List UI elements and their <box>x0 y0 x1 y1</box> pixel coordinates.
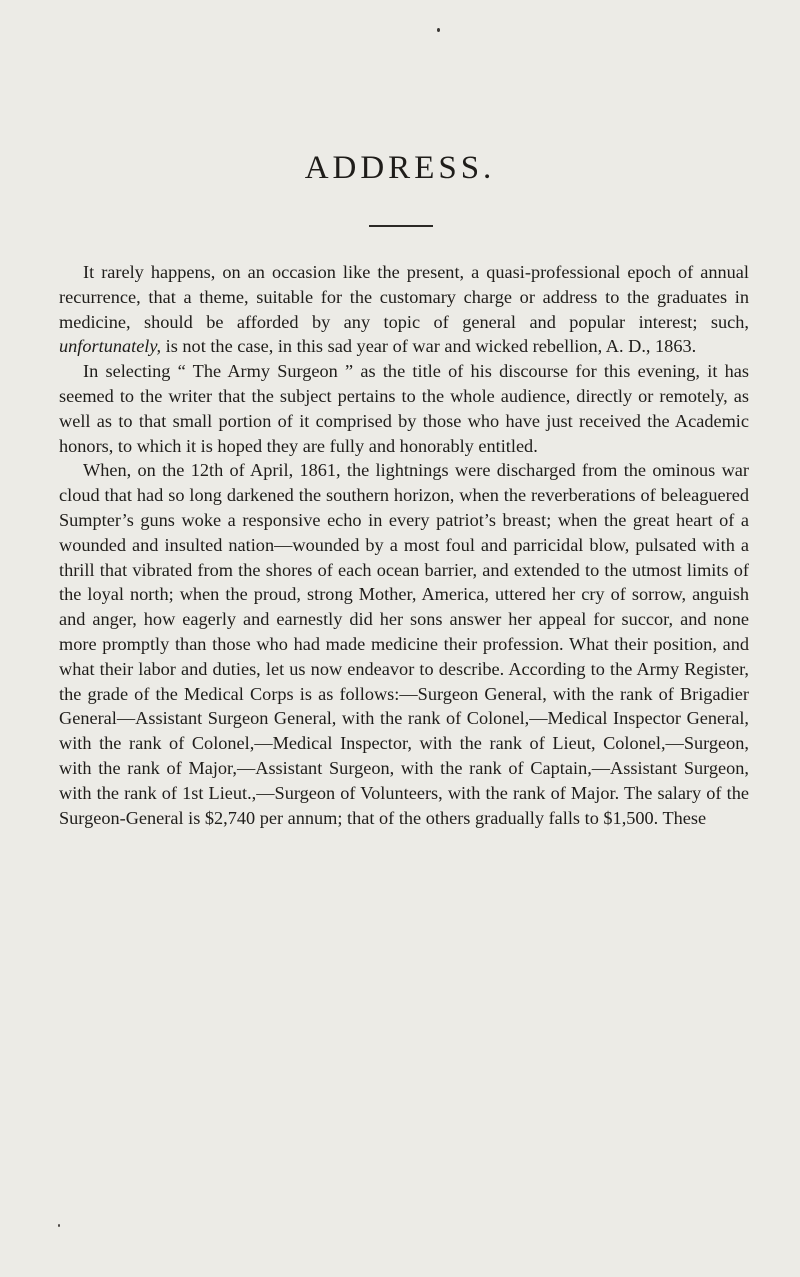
paragraph-3 <box>59 458 749 830</box>
paragraph-1-text: It rarely happens, on an occasion like the present, a quasi-professional epoch of annual recurrence, that a theme, suitable for the customary charge or address to the graduates in medicine, should be afforded by any topic of general and popular interest; such, <box>59 262 749 332</box>
paragraph-1 <box>59 260 749 359</box>
print-speck <box>58 1224 60 1227</box>
paragraph-2-text: In selecting “ The Army Surgeon ” as the title of his discourse for this evening, it has seemed to the writer that the subject pertains to the whole audience, directly or remotely, as well as to that small portion of it comprised by those who have just received the Academic honors, to which it is hoped they are fully and honorably entitled. <box>59 361 749 456</box>
paragraph-3-text: When, on the 12th of April, 1861, the lightnings were discharged from the ominous war cloud that had so long darkened the southern horizon, when the reverberations of beleaguered Sumpter’s guns woke a responsive echo in every patriot’s breast; when the great heart of a wounded and insulted nation—wounded by a most foul and parricidal blow, pulsated with a thrill that vibrated from the shores of each ocean barrier, and extended to the utmost limits of the loyal north; when the proud, strong Mother, America, uttered her cry of sorrow, anguish and anger, how eagerly and earnestly did her sons answer her appeal for succor, and none more promptly than those who had made medicine their profession. What their position, and what their labor and duties, let us now endeavor to describe. According to the Army Register, the grade of the Medical Corps is as follows:—Surgeon General, with the rank of Brigadier General—Assistant Surgeon General, with the rank of Colonel,—Medical Inspector General, with the rank of Colonel,—Medical Inspector, with the rank of Lieut, Colonel,—Surgeon, with the rank of Major,—Assistant Surgeon, with the rank of Captain,—Assistant Surgeon, with the rank of 1st Lieut.,—Surgeon of Volunteers, with the rank of Major. The salary of the Surgeon-General is $2,740 per annum; that of the others gradually falls to $1,500. These <box>59 460 749 828</box>
body-text <box>59 260 749 830</box>
paragraph-1-text-end: is not the case, in this sad year of war and wicked rebellion, A. D., 1863. <box>161 336 697 357</box>
paragraph-1-emphasis: unfortunately, <box>59 336 162 357</box>
paragraph-2 <box>59 359 749 458</box>
title-divider <box>369 225 433 227</box>
page-title: ADDRESS. <box>304 150 496 186</box>
print-speck <box>437 28 440 32</box>
